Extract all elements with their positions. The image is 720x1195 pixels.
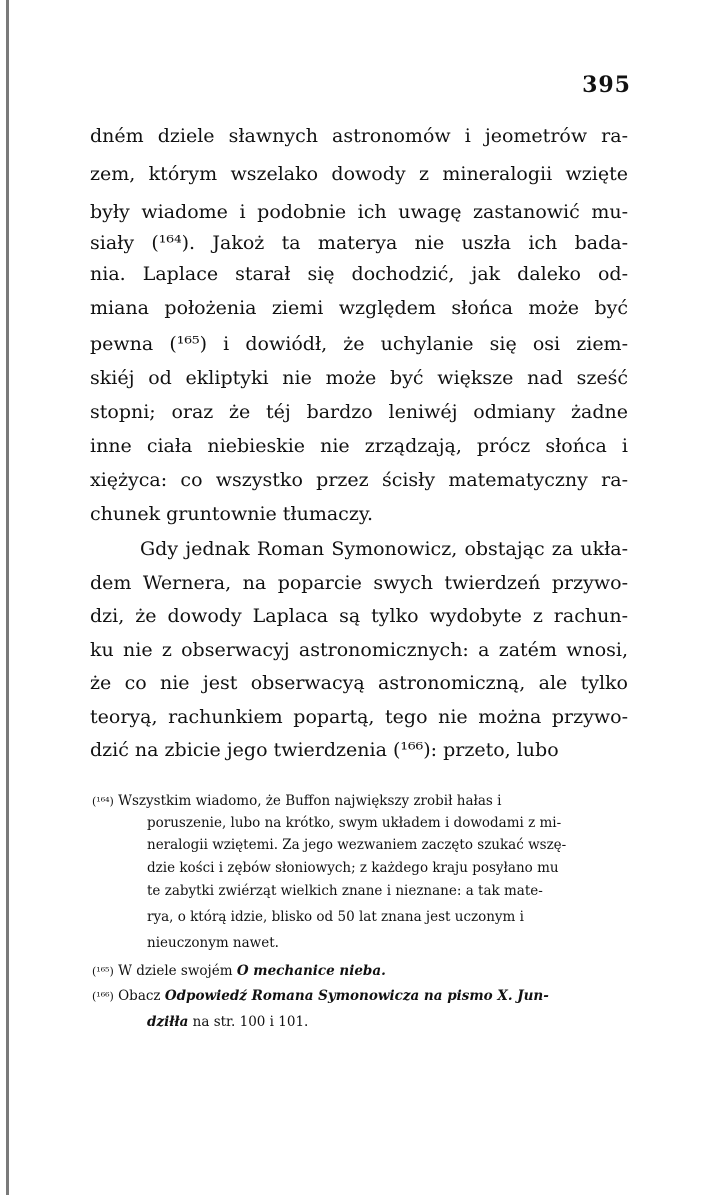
text-line: skiéj od ekliptyki nie może być większe nad sześć <box>90 367 628 389</box>
text-line: teoryą, rachunkiem popartą, tego nie można przywo- <box>90 706 628 728</box>
text-line: nia. Laplace starał się dochodzić, jak daleko od- <box>90 263 628 285</box>
footnote-work-title: Odpowiedź Romana Symonowicza na pismo X. Jun- <box>164 988 549 1004</box>
footnote-text-line: te zabytki zwiérząt wielkich znane i nieznane: a tak mate- <box>147 883 543 899</box>
footnote-164 <box>92 792 501 811</box>
footnote-label: (¹⁶⁵) <box>92 965 114 978</box>
footnote-text-line: dzie kości i zębów słoniowych; z każdego kraju posyłano mu <box>147 860 559 876</box>
text-line: pewna (¹⁶⁵) i dowiódł, że uchylanie się osi ziem- <box>90 333 628 355</box>
text-line: xiężyca: co wszystko przez ścisły matematyczny ra- <box>90 469 628 491</box>
text-line: dném dziele sławnych astronomów i jeometrów ra- <box>90 125 628 147</box>
footnote-text-line <box>147 1013 308 1031</box>
text-line: inne ciała niebieskie nie zrządzają, prócz słońca i <box>90 435 628 457</box>
footnote-text-line: rya, o którą idzie, blisko od 50 lat znana jest uczonym i <box>147 909 524 925</box>
footnote-text-line: poruszenie, lubo na krótko, swym układem i dowodami z mi- <box>147 815 562 831</box>
footnote-text-line: nieuczonym nawet. <box>147 935 279 951</box>
text-line: siały (¹⁶⁴). Jakoż ta materya nie uszła ich bada- <box>90 232 628 254</box>
footnote-text: na str. 100 i 101. <box>188 1014 309 1030</box>
text-line: stopni; oraz że téj bardzo leniwéj odmiany żadne <box>90 401 628 423</box>
text-line: miana położenia ziemi względem słońca może być <box>90 297 628 319</box>
footnote-work-title: O mechanice nieba. <box>236 963 386 979</box>
text-line: Gdy jednak Roman Symonowicz, obstając za ukła- <box>140 538 628 560</box>
footnote-text: Obacz <box>118 988 165 1004</box>
footnote-text-line: Wszystkim wiadomo, że Buffon największy zrobił hałas i <box>118 793 502 809</box>
text-line: dem Wernera, na poparcie swych twierdzeń przywo- <box>90 572 628 594</box>
page-number: 395 <box>582 72 631 98</box>
footnote-text-line: neralogii wziętemi. Za jego wezwaniem zaczęto szukać wszę- <box>147 837 567 853</box>
text-line: były wiadome i podobnie ich uwagę zastanowić mu- <box>90 201 628 223</box>
footnote-work-title: dziłła <box>147 1014 189 1030</box>
text-line: ku nie z obserwacyj astronomicznych: a zatém wnosi, <box>90 639 628 661</box>
text-line: dzić na zbicie jego twierdzenia (¹⁶⁶): przeto, lubo <box>90 739 559 761</box>
page-edge-rule <box>6 0 9 1195</box>
text-line: chunek gruntownie tłumaczy. <box>90 503 374 525</box>
footnote-165 <box>92 962 386 981</box>
text-line: że co nie jest obserwacyą astronomiczną, ale tylko <box>90 672 628 694</box>
text-line: zem, którym wszelako dowody z mineralogii wzięte <box>90 163 628 185</box>
text-line: dzi, że dowody Laplaca są tylko wydobyte z rachun- <box>90 605 628 627</box>
footnote-166 <box>92 987 549 1006</box>
footnote-label: (¹⁶⁶) <box>92 990 114 1003</box>
footnote-text: W dziele swojém <box>118 963 237 979</box>
footnote-label: (¹⁶⁴) <box>92 795 114 808</box>
